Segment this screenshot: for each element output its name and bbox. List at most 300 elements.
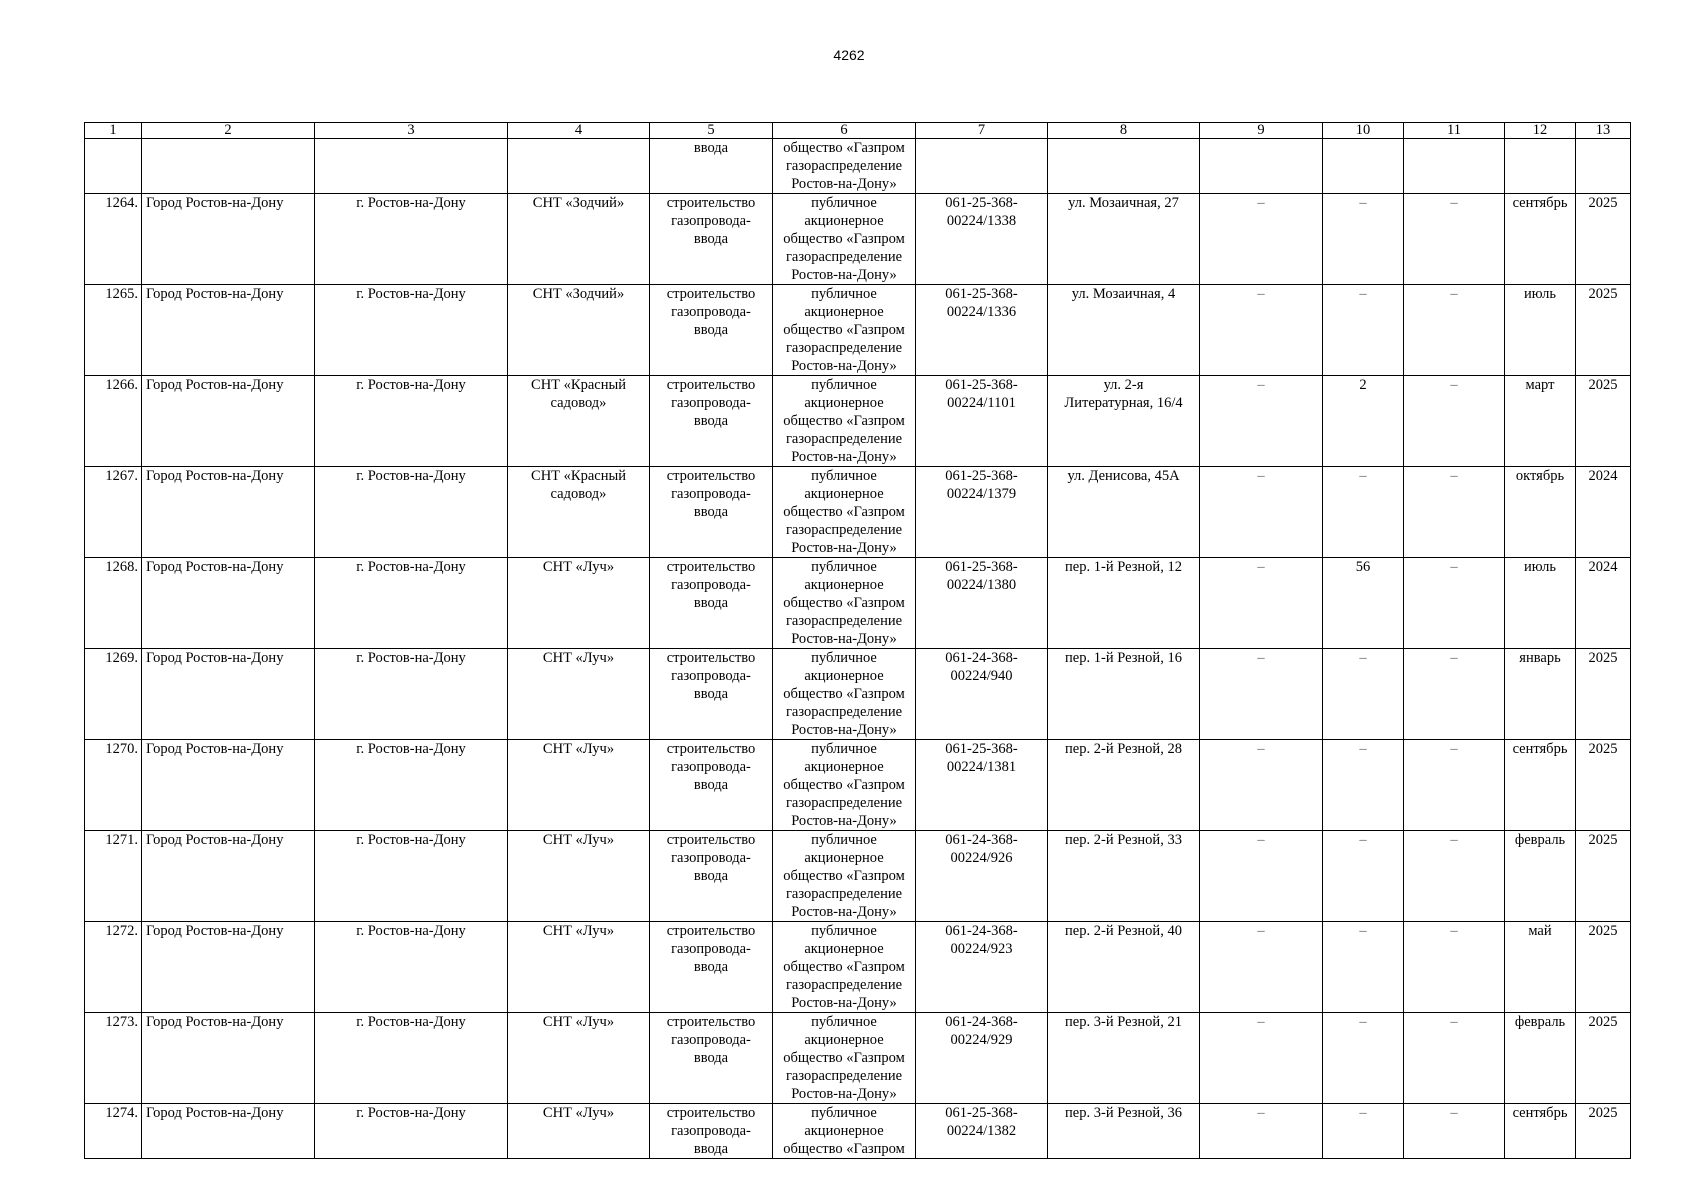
cell-line: газопровода- <box>671 213 751 229</box>
cell-line: 00224/1336 <box>946 304 1017 320</box>
cell-line: Ростов-на-Дону» <box>791 449 897 465</box>
cell-number: 1270. <box>85 740 142 831</box>
cell-settlement: г. Ростов-на-Дону <box>315 922 508 1013</box>
cell-line: газопровода- <box>671 1123 751 1139</box>
cell-line: ввода <box>693 868 729 884</box>
cell-month: февраль <box>1505 831 1576 922</box>
cell-month: октябрь <box>1505 467 1576 558</box>
cell-col9: – <box>1200 831 1323 922</box>
cell-snt <box>508 831 650 922</box>
cell-line: публичное <box>811 195 877 211</box>
cell-work-type <box>650 1013 773 1104</box>
cell-line: 061-24-368- <box>945 923 1018 939</box>
cell-organization <box>773 139 916 194</box>
cell-line: 00224/1380 <box>946 577 1017 593</box>
cell-settlement: г. Ростов-на-Дону <box>315 376 508 467</box>
cell-snt <box>508 467 650 558</box>
cell-line: ввода <box>693 959 729 975</box>
cell-code <box>916 285 1048 376</box>
cell-line: газораспределение <box>785 1068 903 1084</box>
cell-snt <box>508 194 650 285</box>
cell-line: акционерное <box>804 759 884 775</box>
cell-snt <box>508 376 650 467</box>
cell-line: ввода <box>693 686 729 702</box>
header-cell: 9 <box>1200 123 1323 139</box>
cell-organization <box>773 285 916 376</box>
cell-line: общество «Газпром <box>783 868 905 884</box>
cell-year: 2025 <box>1576 285 1631 376</box>
cell-month: февраль <box>1505 1013 1576 1104</box>
cell-snt <box>508 139 650 194</box>
cell-line: пер. 2-й Резной, 40 <box>1065 923 1182 939</box>
cell-col10: – <box>1323 1104 1404 1159</box>
cell-code <box>916 467 1048 558</box>
cell-line: акционерное <box>804 395 884 411</box>
cell-organization <box>773 1013 916 1104</box>
cell-settlement: г. Ростов-на-Дону <box>315 1104 508 1159</box>
cell-month: март <box>1505 376 1576 467</box>
cell-snt <box>508 649 650 740</box>
cell-organization <box>773 1104 916 1159</box>
cell-work-type <box>650 740 773 831</box>
cell-year: 2024 <box>1576 558 1631 649</box>
cell-line: 00224/926 <box>950 850 1013 866</box>
cell-snt <box>508 922 650 1013</box>
header-cell: 3 <box>315 123 508 139</box>
cell-col9: – <box>1200 467 1323 558</box>
cell-address <box>1048 285 1200 376</box>
cell-municipality: Город Ростов-на-Дону <box>142 831 315 922</box>
cell-organization <box>773 831 916 922</box>
cell-settlement: г. Ростов-на-Дону <box>315 649 508 740</box>
cell-line: общество «Газпром <box>783 686 905 702</box>
cell-line: ввода <box>693 322 729 338</box>
cell-col10: – <box>1323 740 1404 831</box>
cell-snt <box>508 558 650 649</box>
cell-col11: – <box>1404 922 1505 1013</box>
cell-line: общество «Газпром <box>783 959 905 975</box>
cell-settlement: г. Ростов-на-Дону <box>315 831 508 922</box>
cell-line: общество «Газпром <box>783 231 905 247</box>
cell-code <box>916 558 1048 649</box>
cell-col11: – <box>1404 194 1505 285</box>
cell-line: акционерное <box>804 850 884 866</box>
cell-municipality: Город Ростов-на-Дону <box>142 194 315 285</box>
cell-line: Ростов-на-Дону» <box>791 176 897 192</box>
cell-municipality <box>142 139 315 194</box>
cell-line: Ростов-на-Дону» <box>791 813 897 829</box>
cell-col11: – <box>1404 1104 1505 1159</box>
cell-line: публичное <box>811 923 877 939</box>
table-row <box>85 740 1631 831</box>
cell-line: акционерное <box>804 486 884 502</box>
cell-number: 1264. <box>85 194 142 285</box>
cell-line: газораспределение <box>785 704 903 720</box>
cell-number: 1268. <box>85 558 142 649</box>
cell-line: публичное <box>811 468 877 484</box>
table-row <box>85 649 1631 740</box>
cell-line: публичное <box>811 832 877 848</box>
cell-line: общество «Газпром <box>783 777 905 793</box>
cell-line: Ростов-на-Дону» <box>791 722 897 738</box>
cell-col9: – <box>1200 285 1323 376</box>
cell-line: общество «Газпром <box>783 140 905 156</box>
cell-line: СНТ «Луч» <box>542 741 615 757</box>
cell-line: Ростов-на-Дону» <box>791 995 897 1011</box>
cell-line: 00224/940 <box>950 668 1013 684</box>
cell-line: строительство <box>666 832 756 848</box>
cell-line: ввода <box>693 504 729 520</box>
cell-month: сентябрь <box>1505 1104 1576 1159</box>
cell-settlement: г. Ростов-на-Дону <box>315 194 508 285</box>
cell-line: акционерное <box>804 577 884 593</box>
cell-line: акционерное <box>804 668 884 684</box>
cell-col10: 2 <box>1323 376 1404 467</box>
cell-municipality: Город Ростов-на-Дону <box>142 740 315 831</box>
cell-work-type <box>650 376 773 467</box>
cell-line: СНТ «Луч» <box>542 1014 615 1030</box>
cell-settlement: г. Ростов-на-Дону <box>315 740 508 831</box>
cell-number: 1269. <box>85 649 142 740</box>
cell-line: СНТ «Луч» <box>542 923 615 939</box>
cell-year: 2025 <box>1576 194 1631 285</box>
cell-month: сентябрь <box>1505 740 1576 831</box>
cell-col10: – <box>1323 922 1404 1013</box>
cell-settlement: г. Ростов-на-Дону <box>315 285 508 376</box>
cell-year: 2025 <box>1576 376 1631 467</box>
cell-line: строительство <box>666 559 756 575</box>
cell-line: строительство <box>666 650 756 666</box>
cell-year <box>1576 139 1631 194</box>
cell-settlement: г. Ростов-на-Дону <box>315 467 508 558</box>
cell-address <box>1048 922 1200 1013</box>
cell-col10: – <box>1323 649 1404 740</box>
cell-line: газораспределение <box>785 158 903 174</box>
cell-line: газопровода- <box>671 304 751 320</box>
header-cell: 12 <box>1505 123 1576 139</box>
cell-number: 1271. <box>85 831 142 922</box>
cell-line: ввода <box>693 231 729 247</box>
cell-line: строительство <box>666 923 756 939</box>
header-cell: 4 <box>508 123 650 139</box>
cell-line: СНТ «Луч» <box>542 559 615 575</box>
cell-line: газопровода- <box>671 395 751 411</box>
table-row <box>85 922 1631 1013</box>
cell-organization <box>773 922 916 1013</box>
cell-work-type <box>650 558 773 649</box>
cell-col10: – <box>1323 194 1404 285</box>
cell-address <box>1048 558 1200 649</box>
cell-municipality: Город Ростов-на-Дону <box>142 285 315 376</box>
cell-line: 061-24-368- <box>945 1014 1018 1030</box>
cell-line: газораспределение <box>785 795 903 811</box>
cell-code <box>916 139 1048 194</box>
cell-line: пер. 1-й Резной, 12 <box>1065 559 1182 575</box>
cell-line: ввода <box>693 1050 729 1066</box>
cell-line: 061-25-368- <box>945 377 1018 393</box>
cell-col11: – <box>1404 376 1505 467</box>
cell-line: общество «Газпром <box>783 595 905 611</box>
cell-line: Ростов-на-Дону» <box>791 267 897 283</box>
cell-code <box>916 376 1048 467</box>
cell-municipality: Город Ростов-на-Дону <box>142 922 315 1013</box>
header-row <box>85 123 1631 139</box>
cell-year: 2025 <box>1576 1013 1631 1104</box>
cell-line: газопровода- <box>671 941 751 957</box>
table-row <box>85 194 1631 285</box>
cell-col10: – <box>1323 1013 1404 1104</box>
cell-col11: – <box>1404 558 1505 649</box>
cell-code <box>916 740 1048 831</box>
cell-line: публичное <box>811 1105 877 1121</box>
cell-line: строительство <box>666 468 756 484</box>
cell-settlement <box>315 139 508 194</box>
cell-number <box>85 139 142 194</box>
cell-number: 1272. <box>85 922 142 1013</box>
cell-snt <box>508 1013 650 1104</box>
header-cell: 13 <box>1576 123 1631 139</box>
cell-line: строительство <box>666 377 756 393</box>
cell-line: 061-25-368- <box>945 195 1018 211</box>
cell-month: май <box>1505 922 1576 1013</box>
header-cell: 8 <box>1048 123 1200 139</box>
cell-line: 00224/1382 <box>946 1123 1017 1139</box>
cell-line: садовод» <box>550 395 607 411</box>
cell-line: строительство <box>666 286 756 302</box>
cell-line: публичное <box>811 559 877 575</box>
cell-line: ул. Мозаичная, 4 <box>1071 286 1176 302</box>
cell-line: пер. 1-й Резной, 16 <box>1065 650 1182 666</box>
cell-code <box>916 1104 1048 1159</box>
cell-work-type <box>650 467 773 558</box>
cell-year: 2025 <box>1576 649 1631 740</box>
cell-line: публичное <box>811 286 877 302</box>
cell-line: ул. 2-я <box>1103 377 1144 393</box>
cell-line: газопровода- <box>671 577 751 593</box>
header-cell: 6 <box>773 123 916 139</box>
cell-line: ул. Мозаичная, 27 <box>1068 195 1179 211</box>
cell-line: строительство <box>666 1014 756 1030</box>
cell-line: СНТ «Красный <box>531 377 626 393</box>
cell-col9: – <box>1200 194 1323 285</box>
cell-address <box>1048 376 1200 467</box>
cell-municipality: Город Ростов-на-Дону <box>142 558 315 649</box>
cell-line: газораспределение <box>785 977 903 993</box>
table-row <box>85 558 1631 649</box>
cell-line: газопровода- <box>671 668 751 684</box>
cell-line: СНТ «Луч» <box>542 650 615 666</box>
cell-number: 1266. <box>85 376 142 467</box>
table-row <box>85 467 1631 558</box>
table-row <box>85 1013 1631 1104</box>
cell-organization <box>773 467 916 558</box>
cell-line: газораспределение <box>785 249 903 265</box>
cell-code <box>916 922 1048 1013</box>
cell-line: 00224/929 <box>950 1032 1013 1048</box>
header-cell: 5 <box>650 123 773 139</box>
cell-organization <box>773 194 916 285</box>
table-row <box>85 376 1631 467</box>
cell-line: акционерное <box>804 941 884 957</box>
cell-code <box>916 1013 1048 1104</box>
page-number: 4262 <box>833 47 865 63</box>
cell-line: газопровода- <box>671 486 751 502</box>
cell-line: 061-25-368- <box>945 468 1018 484</box>
cell-code <box>916 194 1048 285</box>
cell-line: садовод» <box>550 486 607 502</box>
cell-col11: – <box>1404 740 1505 831</box>
header-cell: 7 <box>916 123 1048 139</box>
cell-work-type <box>650 649 773 740</box>
cell-month: сентябрь <box>1505 194 1576 285</box>
cell-line: 061-24-368- <box>945 650 1018 666</box>
cell-line: СНТ «Зодчий» <box>532 286 625 302</box>
cell-municipality: Город Ростов-на-Дону <box>142 1104 315 1159</box>
cell-work-type <box>650 285 773 376</box>
cell-line: СНТ «Луч» <box>542 832 615 848</box>
cell-col11: – <box>1404 649 1505 740</box>
cell-col9: – <box>1200 649 1323 740</box>
cell-line: СНТ «Луч» <box>542 1105 615 1121</box>
cell-line: общество «Газпром <box>783 322 905 338</box>
cell-col9: – <box>1200 1013 1323 1104</box>
cell-line: общество «Газпром <box>783 1050 905 1066</box>
cell-code <box>916 649 1048 740</box>
cell-address <box>1048 139 1200 194</box>
cell-year: 2025 <box>1576 831 1631 922</box>
cell-line: газопровода- <box>671 1032 751 1048</box>
cell-line: 061-25-368- <box>945 1105 1018 1121</box>
cell-work-type: ввода <box>650 139 773 194</box>
cell-municipality: Город Ростов-на-Дону <box>142 1013 315 1104</box>
cell-line: газораспределение <box>785 431 903 447</box>
cell-line: газораспределение <box>785 613 903 629</box>
cell-address <box>1048 831 1200 922</box>
header-cell: 11 <box>1404 123 1505 139</box>
cell-line: пер. 3-й Резной, 36 <box>1065 1105 1182 1121</box>
table-row <box>85 831 1631 922</box>
cell-line: 061-25-368- <box>945 286 1018 302</box>
table-row <box>85 285 1631 376</box>
cell-line: Ростов-на-Дону» <box>791 358 897 374</box>
cell-line: общество «Газпром <box>783 413 905 429</box>
cell-line: публичное <box>811 650 877 666</box>
cell-snt <box>508 1104 650 1159</box>
cell-organization <box>773 740 916 831</box>
cell-municipality: Город Ростов-на-Дону <box>142 376 315 467</box>
cell-col9: – <box>1200 376 1323 467</box>
cell-address <box>1048 467 1200 558</box>
cell-number: 1265. <box>85 285 142 376</box>
cell-month: январь <box>1505 649 1576 740</box>
cell-line: газораспределение <box>785 886 903 902</box>
cell-line: акционерное <box>804 1032 884 1048</box>
cell-line: ввода <box>693 595 729 611</box>
cell-organization <box>773 376 916 467</box>
header-cell: 10 <box>1323 123 1404 139</box>
cell-col9: – <box>1200 1104 1323 1159</box>
header-cell: 1 <box>85 123 142 139</box>
cell-number: 1273. <box>85 1013 142 1104</box>
cell-municipality: Город Ростов-на-Дону <box>142 649 315 740</box>
continuation-row <box>85 139 1631 194</box>
cell-work-type <box>650 922 773 1013</box>
cell-col11 <box>1404 139 1505 194</box>
cell-year: 2025 <box>1576 1104 1631 1159</box>
cell-line: публичное <box>811 1014 877 1030</box>
cell-line: СНТ «Зодчий» <box>532 195 625 211</box>
cell-line: строительство <box>666 195 756 211</box>
cell-work-type <box>650 1104 773 1159</box>
cell-col10 <box>1323 139 1404 194</box>
cell-line: газопровода- <box>671 850 751 866</box>
cell-month <box>1505 139 1576 194</box>
cell-number: 1267. <box>85 467 142 558</box>
cell-number: 1274. <box>85 1104 142 1159</box>
cell-settlement: г. Ростов-на-Дону <box>315 558 508 649</box>
cell-col9: – <box>1200 922 1323 1013</box>
cell-line: газораспределение <box>785 522 903 538</box>
cell-col9 <box>1200 139 1323 194</box>
cell-line: ввода <box>693 1141 729 1157</box>
cell-snt <box>508 285 650 376</box>
cell-line: газопровода- <box>671 759 751 775</box>
cell-line: 00224/923 <box>950 941 1013 957</box>
cell-line: 061-25-368- <box>945 741 1018 757</box>
cell-col11: – <box>1404 467 1505 558</box>
cell-line: общество «Газпром <box>783 1141 905 1157</box>
table-row <box>85 1104 1631 1159</box>
cell-address <box>1048 194 1200 285</box>
cell-month: июль <box>1505 558 1576 649</box>
cell-line: 061-24-368- <box>945 832 1018 848</box>
cell-line: Литературная, 16/4 <box>1064 395 1183 411</box>
cell-year: 2025 <box>1576 922 1631 1013</box>
cell-col11: – <box>1404 285 1505 376</box>
cell-col10: 56 <box>1323 558 1404 649</box>
cell-col11: – <box>1404 831 1505 922</box>
cell-line: 061-25-368- <box>945 559 1018 575</box>
cell-year: 2024 <box>1576 467 1631 558</box>
cell-year: 2025 <box>1576 740 1631 831</box>
cell-settlement: г. Ростов-на-Дону <box>315 1013 508 1104</box>
header-cell: 2 <box>142 123 315 139</box>
cell-address <box>1048 1104 1200 1159</box>
cell-line: пер. 2-й Резной, 28 <box>1065 741 1182 757</box>
cell-line: 00224/1338 <box>946 213 1017 229</box>
cell-line: ввода <box>693 777 729 793</box>
cell-line: пер. 2-й Резной, 33 <box>1065 832 1182 848</box>
registry-table <box>84 122 1631 1159</box>
cell-municipality: Город Ростов-на-Дону <box>142 467 315 558</box>
cell-line: общество «Газпром <box>783 504 905 520</box>
cell-line: 00224/1101 <box>947 395 1016 411</box>
cell-line: газораспределение <box>785 340 903 356</box>
cell-line: 00224/1381 <box>946 759 1017 775</box>
cell-line: акционерное <box>804 213 884 229</box>
cell-line: Ростов-на-Дону» <box>791 1086 897 1102</box>
cell-line: 00224/1379 <box>946 486 1017 502</box>
cell-line: пер. 3-й Резной, 21 <box>1065 1014 1182 1030</box>
cell-organization <box>773 558 916 649</box>
cell-col9: – <box>1200 740 1323 831</box>
cell-line: Ростов-на-Дону» <box>791 631 897 647</box>
cell-work-type <box>650 194 773 285</box>
cell-line: акционерное <box>804 304 884 320</box>
cell-col10: – <box>1323 467 1404 558</box>
cell-address <box>1048 740 1200 831</box>
cell-col9: – <box>1200 558 1323 649</box>
